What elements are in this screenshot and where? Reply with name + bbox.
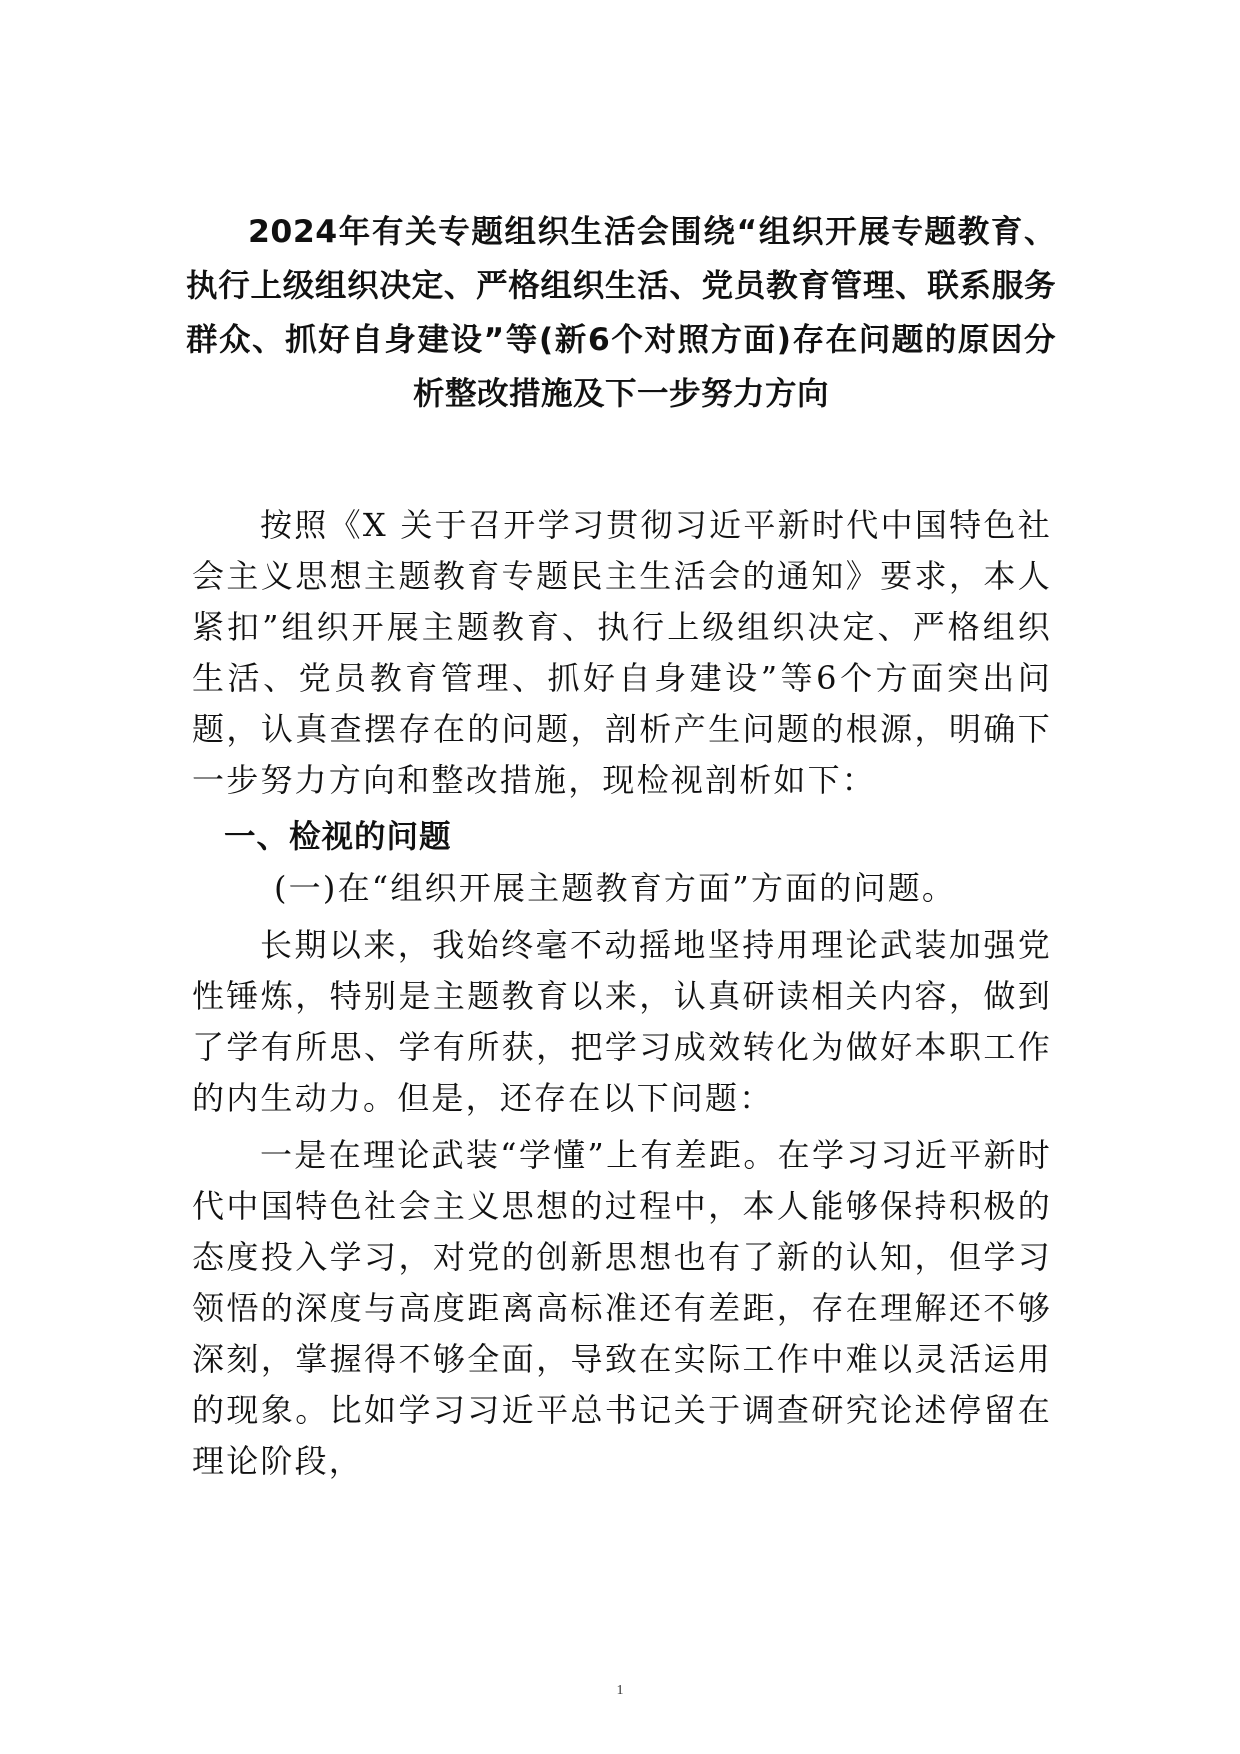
body-paragraph: 一是在理论武装“学懂”上有差距。在学习习近平新时代中国特色社会主义思想的过程中，本人能够保持积极的态度投入学习，对党的创新思想也有了新的认知，但学习领悟的深度与高度距离高标准还有差距，存在理解还不够深刻，掌握得不够全面，导致在实际工作中难以灵活运用的现象。比如学习习近平总书记关于调查研究论述停留在理论阶段， — [192, 1136, 1052, 1480]
document-title: 2024年有关专题组织生活会围绕“组织开展专题教育、执行上级组织决定、严格组织生活、党员教育管理、联系服务群众、抓好自身建设”等(新6个对照方面)存在问题的原因分析整改措施及下一步努力方向 — [186, 214, 1056, 412]
intro-paragraph: 按照《X 关于召开学习贯彻习近平新时代中国特色社会主义思想主题教育专题民主生活会的通知》要求，本人紧扣”组织开展主题教育、执行上级组织决定、严格组织生活、党员教育管理、抓好自身建设”等6个方面突出问题，认真查摆存在的问题，剖析产生问题的根源，明确下一步努力方向和整改措施，现检视剖析如下： — [192, 506, 1052, 799]
body-paragraph: 长期以来，我始终毫不动摇地坚持用理论武装加强党性锤炼，特别是主题教育以来，认真研读相关内容，做到了学有所思、学有所获，把学习成效转化为做好本职工作的内生动力。但是，还存在以下问题： — [192, 926, 1052, 1117]
section-heading: 一、检视的问题 — [224, 819, 452, 855]
document-body — [192, 500, 1052, 1487]
subsection-heading: (一)在“组织开展主题教育方面”方面的问题。 — [274, 869, 957, 907]
page-number: 1 — [616, 1683, 624, 1698]
